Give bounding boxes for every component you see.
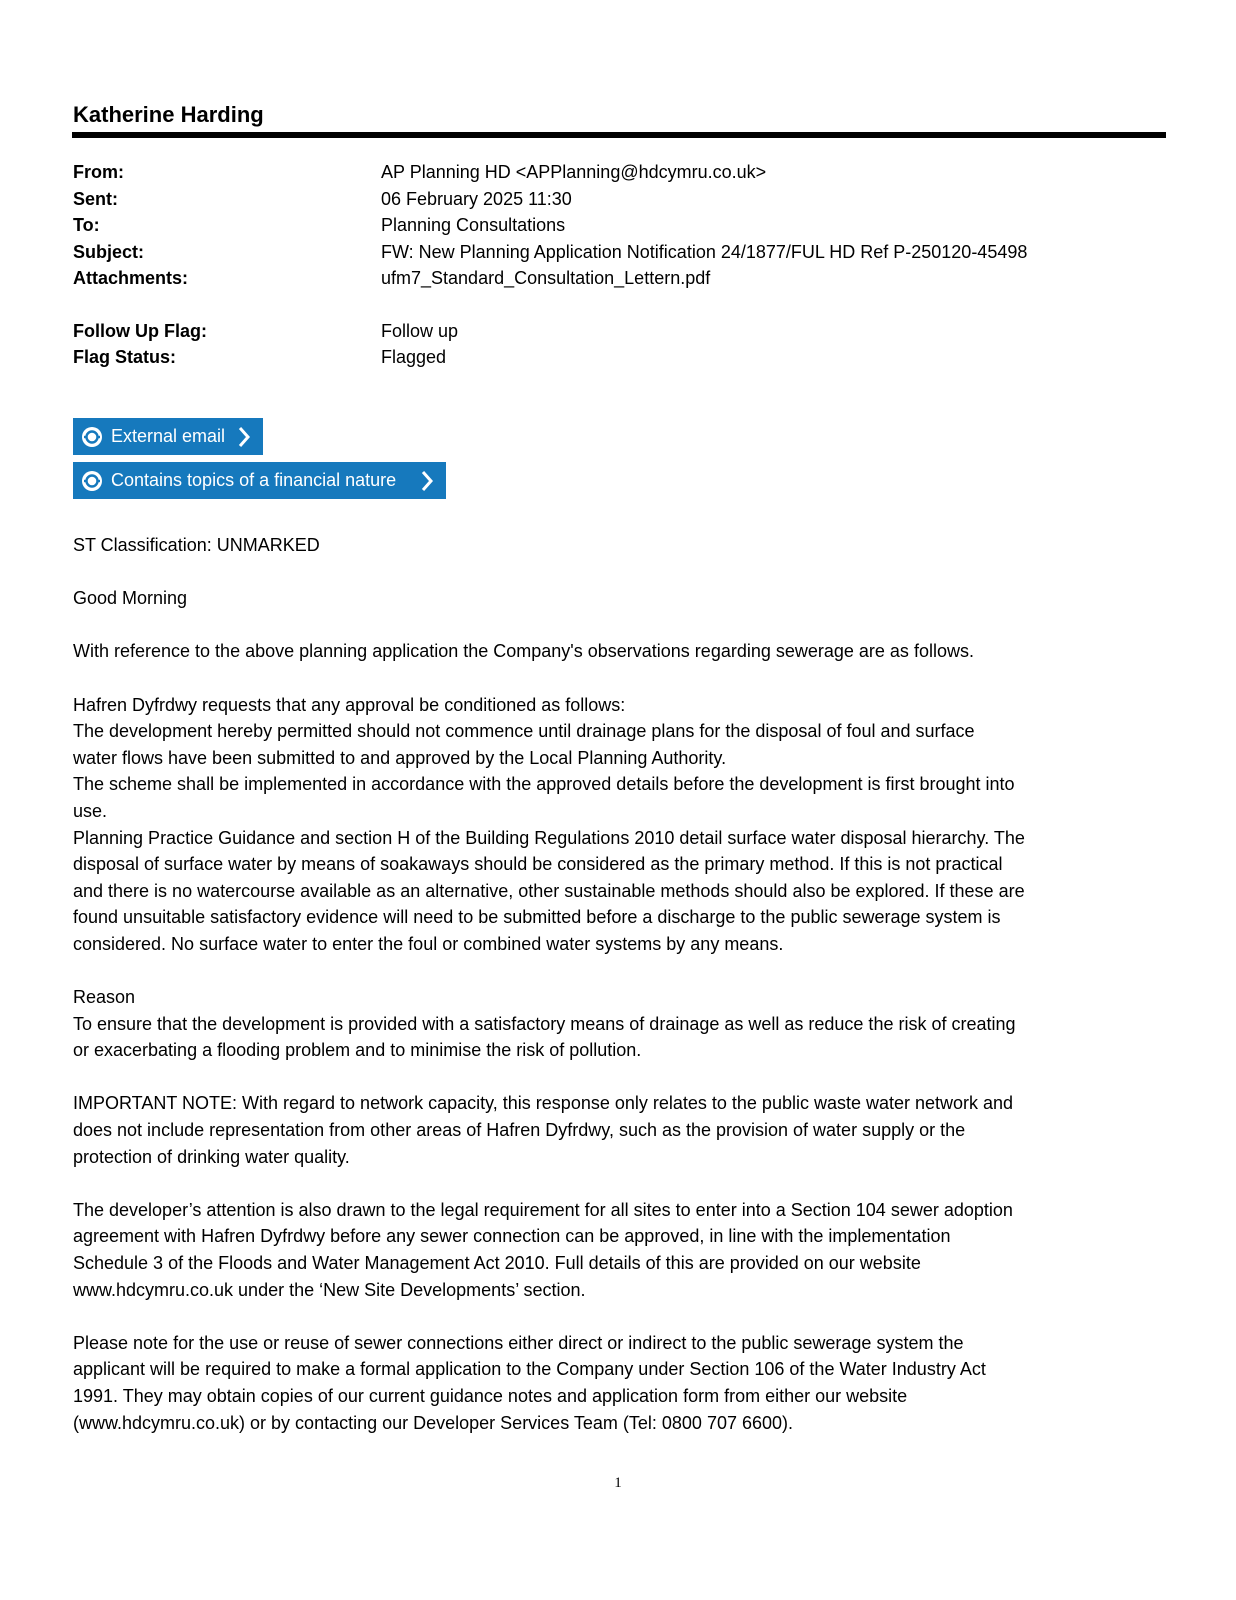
to-value: Planning Consultations xyxy=(381,215,566,235)
page-number: 1 xyxy=(614,1475,622,1491)
attachments-row xyxy=(73,265,1163,292)
paragraph-line: or exacerbating a flooding problem and to minimise the risk of pollution. xyxy=(73,1040,642,1061)
paragraph-line: found unsuitable satisfactory evidence will need to be submitted before a discharge to the public sewerage system is xyxy=(73,907,1001,928)
subject-row xyxy=(73,239,1163,266)
from-label: From: xyxy=(73,162,124,182)
paragraph-line: The development hereby permitted should not commence until drainage plans for the disposal of foul and surface xyxy=(73,721,975,742)
paragraph-line: Schedule 3 of the Floods and Water Management Act 2010. Full details of this are provided on our website xyxy=(73,1253,921,1274)
paragraph-line: considered. No surface water to enter the foul or combined water systems by any means. xyxy=(73,933,784,954)
external-email-banner[interactable] xyxy=(73,418,263,455)
paragraph-line: protection of drinking water quality. xyxy=(73,1146,350,1167)
paragraph-line: IMPORTANT NOTE: With regard to network capacity, this response only relates to the public waste water network and xyxy=(73,1093,1014,1114)
paragraph-line: The scheme shall be implemented in accordance with the approved details before the development is first brought into xyxy=(73,774,1015,795)
flag-status-value: Flagged xyxy=(381,347,447,367)
paragraph-line: 1991. They may obtain copies of our current guidance notes and application form from either our website xyxy=(73,1386,908,1406)
paragraph-line: disposal of surface water by means of soakaways should be considered as the primary method. If this is not practical xyxy=(73,854,1003,875)
sent-value: 06 February 2025 11:30 xyxy=(381,188,572,209)
flag-status-row xyxy=(73,344,1163,371)
paragraph-line: Hafren Dyfrdwy requests that any approval be conditioned as follows: xyxy=(73,694,626,715)
attachment-file-link[interactable]: ufm7_Standard_Consultation_Lettern.pdf xyxy=(381,268,711,288)
paragraph-line: applicant will be required to make a formal application to the Company under Section 106 of the Water Industry Act xyxy=(73,1359,986,1380)
security-shield-icon xyxy=(81,470,103,492)
greeting: Good Morning xyxy=(73,588,188,609)
follow-up-row xyxy=(73,318,1163,345)
financial-topics-banner[interactable] xyxy=(73,462,446,499)
classification-line: ST Classification: UNMARKED xyxy=(73,535,320,555)
email-header-fields xyxy=(73,159,1163,371)
paragraph-line: agreement with Hafren Dyfrdwy before any sewer connection can be approved, in line with the implementation xyxy=(73,1226,951,1247)
sent-row xyxy=(73,186,1163,213)
paragraph-line: water flows have been submitted to and approved by the Local Planning Authority. xyxy=(73,747,727,768)
attachments-label: Attachments: xyxy=(73,268,189,288)
subject-label: Subject: xyxy=(73,241,145,262)
mailbox-owner-name: Katherine Harding xyxy=(73,102,264,127)
paragraph-line: use. xyxy=(73,800,108,821)
header-rule xyxy=(72,132,1166,138)
to-label: To: xyxy=(73,215,100,235)
paragraph-line: does not include representation from other areas of Hafren Dyfrdwy, such as the provision of water supply or the xyxy=(73,1120,966,1141)
intro-paragraph: With reference to the above planning application the Company's observations regarding sewerage are as follows. xyxy=(73,641,974,662)
external-email-label: External email xyxy=(111,426,226,446)
sewer-connection-paragraph xyxy=(73,1330,1158,1436)
follow-up-label: Follow Up Flag: xyxy=(73,320,207,341)
developer-paragraph xyxy=(73,1197,1158,1303)
security-shield-icon xyxy=(81,426,103,448)
paragraph-line: and there is no watercourse available as an alternative, other sustainable methods should also be explored. If these are xyxy=(73,880,1025,901)
paragraph-line: Planning Practice Guidance and section H of the Building Regulations 2010 detail surface water disposal hierarchy. The xyxy=(73,827,1025,848)
paragraph-line: www.hdcymru.co.uk under the ‘New Site Developments’ section. xyxy=(73,1279,586,1300)
reason-heading: Reason xyxy=(73,987,136,1008)
paragraph-line: The developer’s attention is also drawn to the legal requirement for all sites to enter into a Section 104 sewer adoption xyxy=(73,1199,1013,1220)
important-note-paragraph xyxy=(73,1090,1158,1170)
paragraph-line: To ensure that the development is provided with a satisfactory means of drainage as well as reduce the risk of creating xyxy=(73,1013,1016,1034)
chevron-right-icon xyxy=(420,469,434,493)
subject-value: FW: New Planning Application Notification 24/1877/FUL HD Ref P-250120-45498 xyxy=(381,241,1028,262)
from-value: AP Planning HD <APPlanning@hdcymru.co.uk> xyxy=(381,162,767,182)
sent-label: Sent: xyxy=(73,188,118,209)
paragraph-line: Please note for the use or reuse of sewer connections either direct or indirect to the public sewerage system the xyxy=(73,1332,964,1353)
to-row xyxy=(73,212,1163,239)
from-row xyxy=(73,159,1163,186)
financial-topics-label: Contains topics of a financial nature xyxy=(111,470,397,490)
paragraph-line: (www.hdcymru.co.uk) or by contacting our Developer Services Team (Tel: 0800 707 6600). xyxy=(73,1412,794,1433)
chevron-right-icon xyxy=(237,425,251,449)
reason-paragraph xyxy=(73,984,1158,1064)
conditions-paragraph xyxy=(73,692,1158,958)
follow-up-value: Follow up xyxy=(381,320,459,341)
flag-status-label: Flag Status: xyxy=(73,347,177,367)
email-body xyxy=(73,532,1158,1463)
